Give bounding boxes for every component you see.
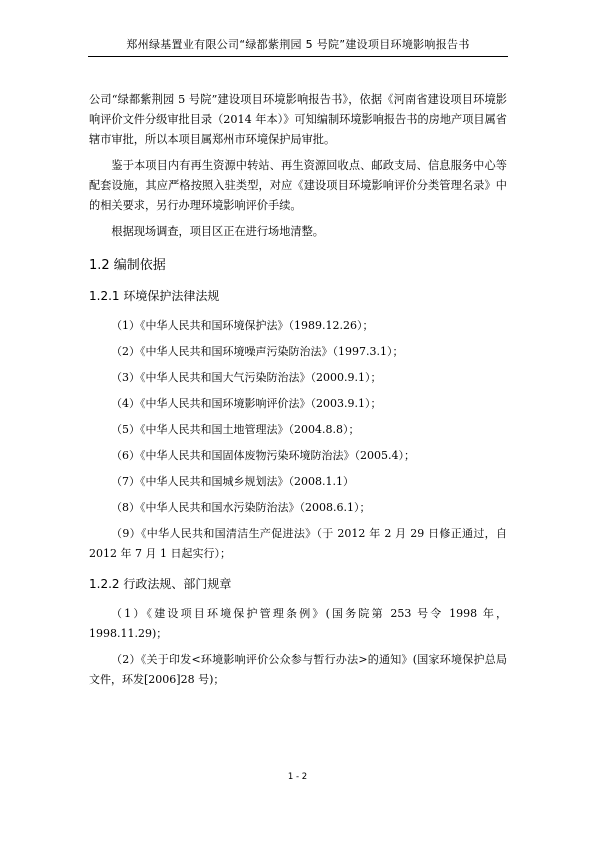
section-heading: 1.2 编制依据 bbox=[89, 258, 166, 273]
list-item: （8）《中华人民共和国水污染防治法》（2008.6.1）； bbox=[111, 501, 371, 514]
list-item: （1）《中华人民共和国环境保护法》（1989.12.26）； bbox=[111, 319, 374, 332]
list-item: （2）《关于印发<环境影响评价公众参与暂行办法>的通知》(国家环境保护总局文件，环发[2006]28 号)； bbox=[89, 653, 507, 686]
page-number: 1 - 2 bbox=[287, 772, 308, 782]
list-item: （9）《中华人民共和国清洁生产促进法》（于 2012 年 2 月 29 日修正通过，自 2012 年 7 月 1 日起实行）； bbox=[89, 527, 507, 560]
list-item: （1）《建设项目环境保护管理条例》(国务院第 253 号令 1998 年，1998.11.29)； bbox=[89, 607, 507, 640]
subsection-heading: 1.2.1 环境保护法律法规 bbox=[89, 289, 220, 303]
list-item: （4）《中华人民共和国环境影响评价法》（2003.9.1）； bbox=[111, 397, 382, 410]
list-item: （5）《中华人民共和国土地管理法》（2004.8.8）； bbox=[111, 423, 360, 436]
list-item: （2）《中华人民共和国环境噪声污染防治法》（1997.3.1）； bbox=[111, 345, 404, 358]
header-divider bbox=[88, 56, 508, 57]
body-paragraph: 鉴于本项目内有再生资源中转站、再生资源回收点、邮政支局、信息服务中心等配套设施，其应严格按照入驻类型，对应《建设项目环境影响评价分类管理名录》中的相关要求，另行办理环境影响评价手续。 bbox=[89, 159, 507, 212]
list-item: （7）《中华人民共和国城乡规划法》（2008.1.1） bbox=[111, 475, 354, 488]
list-item: （3）《中华人民共和国大气污染防治法》（2000.9.1）； bbox=[111, 371, 382, 384]
body-paragraph: 公司“绿都紫荆园 5 号院”建设项目环境影响报告书》，依据《河南省建设项目环境影响评价文件分级审批目录（2014 年本）》可知编制环境影响报告书的房地产项目属省辖市审批，所以本项目属郑州市环境保护局审批。 bbox=[89, 93, 507, 146]
body-paragraph: 根据现场调查，项目区正在进行场地清整。 bbox=[111, 225, 324, 238]
running-header: 郑州绿基置业有限公司“绿都紫荆园 5 号院”建设项目环境影响报告书 bbox=[126, 38, 470, 51]
subsection-heading: 1.2.2 行政法规、部门规章 bbox=[89, 577, 232, 591]
list-item: （6）《中华人民共和国固体废物污染环境防治法》（2005.4）； bbox=[111, 449, 415, 462]
document-body bbox=[89, 90, 507, 696]
